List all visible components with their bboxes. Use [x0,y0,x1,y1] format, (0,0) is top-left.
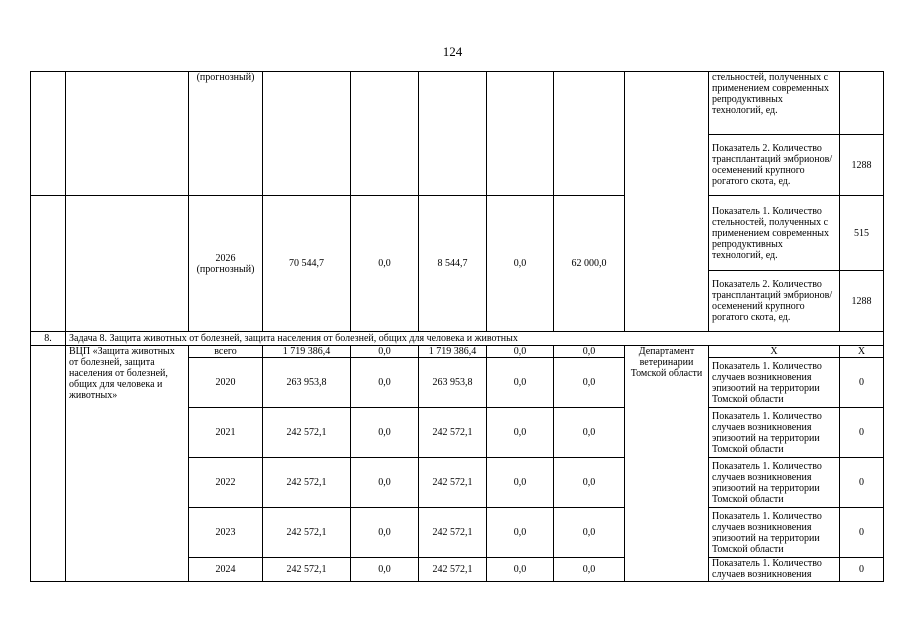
year-note: (прогнозный) [196,263,255,275]
cell-year: 2024 [189,558,263,582]
cell-value: 0 [840,558,884,582]
cell-extra: 0,0 [554,358,625,408]
program-table [30,71,884,582]
cell-indicator: Показатель 1. Количество случаев возникновения эпизоотий на территории Томской области [709,408,840,458]
cell-indicator: Показатель 1. Количество случаев возникновения [709,558,840,582]
cell-loc [487,72,554,196]
cell-extra: 0,0 [554,458,625,508]
cell-total [263,72,351,196]
cell-value [840,72,884,135]
cell-fed: 0,0 [351,508,419,558]
cell-indicator: Показатель 2. Количество трансплантаций эмбрионов/осеменений крупного рогатого скота, ед. [709,135,840,196]
cell-extra: 0,0 [554,508,625,558]
cell-year: 2022 [189,458,263,508]
cell-value: 1288 [840,135,884,196]
cell-fed: 0,0 [351,558,419,582]
vcp-name: ВЦП «Защита животных от болезней, защита населения от болезней, общих для человека и животных» [66,346,189,582]
table-row [31,346,884,358]
cell-extra [554,72,625,196]
cell-fed [351,72,419,196]
cell-total: 242 572,1 [263,408,351,458]
cell-value: 0 [840,508,884,558]
cell-indicator: стельностей, полученных с применением современных репродуктивных технологий, ед. [709,72,840,135]
table-row [31,72,884,135]
cell-total: 70 544,7 [263,196,351,332]
cell-num [31,72,66,196]
cell-total: 242 572,1 [263,558,351,582]
cell-reg: 8 544,7 [419,196,487,332]
cell-reg: 242 572,1 [419,458,487,508]
cell-fed: 0,0 [351,408,419,458]
cell-loc: 0,0 [487,408,554,458]
task-title: Задача 8. Защита животных от болезней, защита населения от болезней, общих для человека и животных [66,332,884,346]
cell-total: 242 572,1 [263,458,351,508]
cell-reg: 242 572,1 [419,508,487,558]
cell-value: Х [840,346,884,358]
cell-indicator: Показатель 1. Количество случаев возникновения эпизоотий на территории Томской области [709,508,840,558]
cell-year [189,196,263,332]
cell-fed: 0,0 [351,358,419,408]
cell-indicator: Показатель 1. Количество случаев возникновения эпизоотий на территории Томской области [709,458,840,508]
cell-reg [419,72,487,196]
cell-value: 0 [840,458,884,508]
cell-value: 0 [840,358,884,408]
cell-extra: 0,0 [554,558,625,582]
task-row [31,332,884,346]
cell-loc: 0,0 [487,346,554,358]
cell-loc: 0,0 [487,196,554,332]
cell-extra: 62 000,0 [554,196,625,332]
program-table-wrapper [30,71,884,582]
cell-reg: 263 953,8 [419,358,487,408]
cell-reg: 242 572,1 [419,408,487,458]
table-row [31,196,884,271]
cell-reg: 1 719 386,4 [419,346,487,358]
cell-total: 1 719 386,4 [263,346,351,358]
cell-reg: 242 572,1 [419,558,487,582]
cell-loc: 0,0 [487,558,554,582]
cell-indicator: Х [709,346,840,358]
cell-value: 0 [840,408,884,458]
cell-value: 515 [840,196,884,271]
vcp-department: Департамент ветеринарии Томской области [625,346,709,582]
cell-num [31,346,66,582]
year-text: 2026 [215,252,236,264]
cell-loc: 0,0 [487,458,554,508]
cell-loc: 0,0 [487,358,554,408]
cell-value: 1288 [840,271,884,332]
page-number: 124 [442,44,463,59]
cell-indicator: Показатель 1. Количество стельностей, полученных с применением современных репродуктивных технологий, ед. [709,196,840,271]
cell-name [66,72,189,196]
cell-indicator: Показатель 1. Количество случаев возникновения эпизоотий на территории Томской области [709,358,840,408]
cell-fed: 0,0 [351,346,419,358]
cell-total: 263 953,8 [263,358,351,408]
cell-dept [625,72,709,332]
cell-name [66,196,189,332]
cell-year: 2023 [189,508,263,558]
cell-indicator: Показатель 2. Количество трансплантаций эмбрионов/осеменений крупного рогатого скота, ед. [709,271,840,332]
cell-fed: 0,0 [351,458,419,508]
task-number: 8. [31,332,66,346]
cell-fed: 0,0 [351,196,419,332]
cell-year: 2020 [189,358,263,408]
cell-extra: 0,0 [554,408,625,458]
cell-year-label: (прогнозный) [189,72,263,196]
cell-num [31,196,66,332]
cell-total: 242 572,1 [263,508,351,558]
cell-loc: 0,0 [487,508,554,558]
cell-year: всего [189,346,263,358]
cell-year: 2021 [189,408,263,458]
cell-extra: 0,0 [554,346,625,358]
